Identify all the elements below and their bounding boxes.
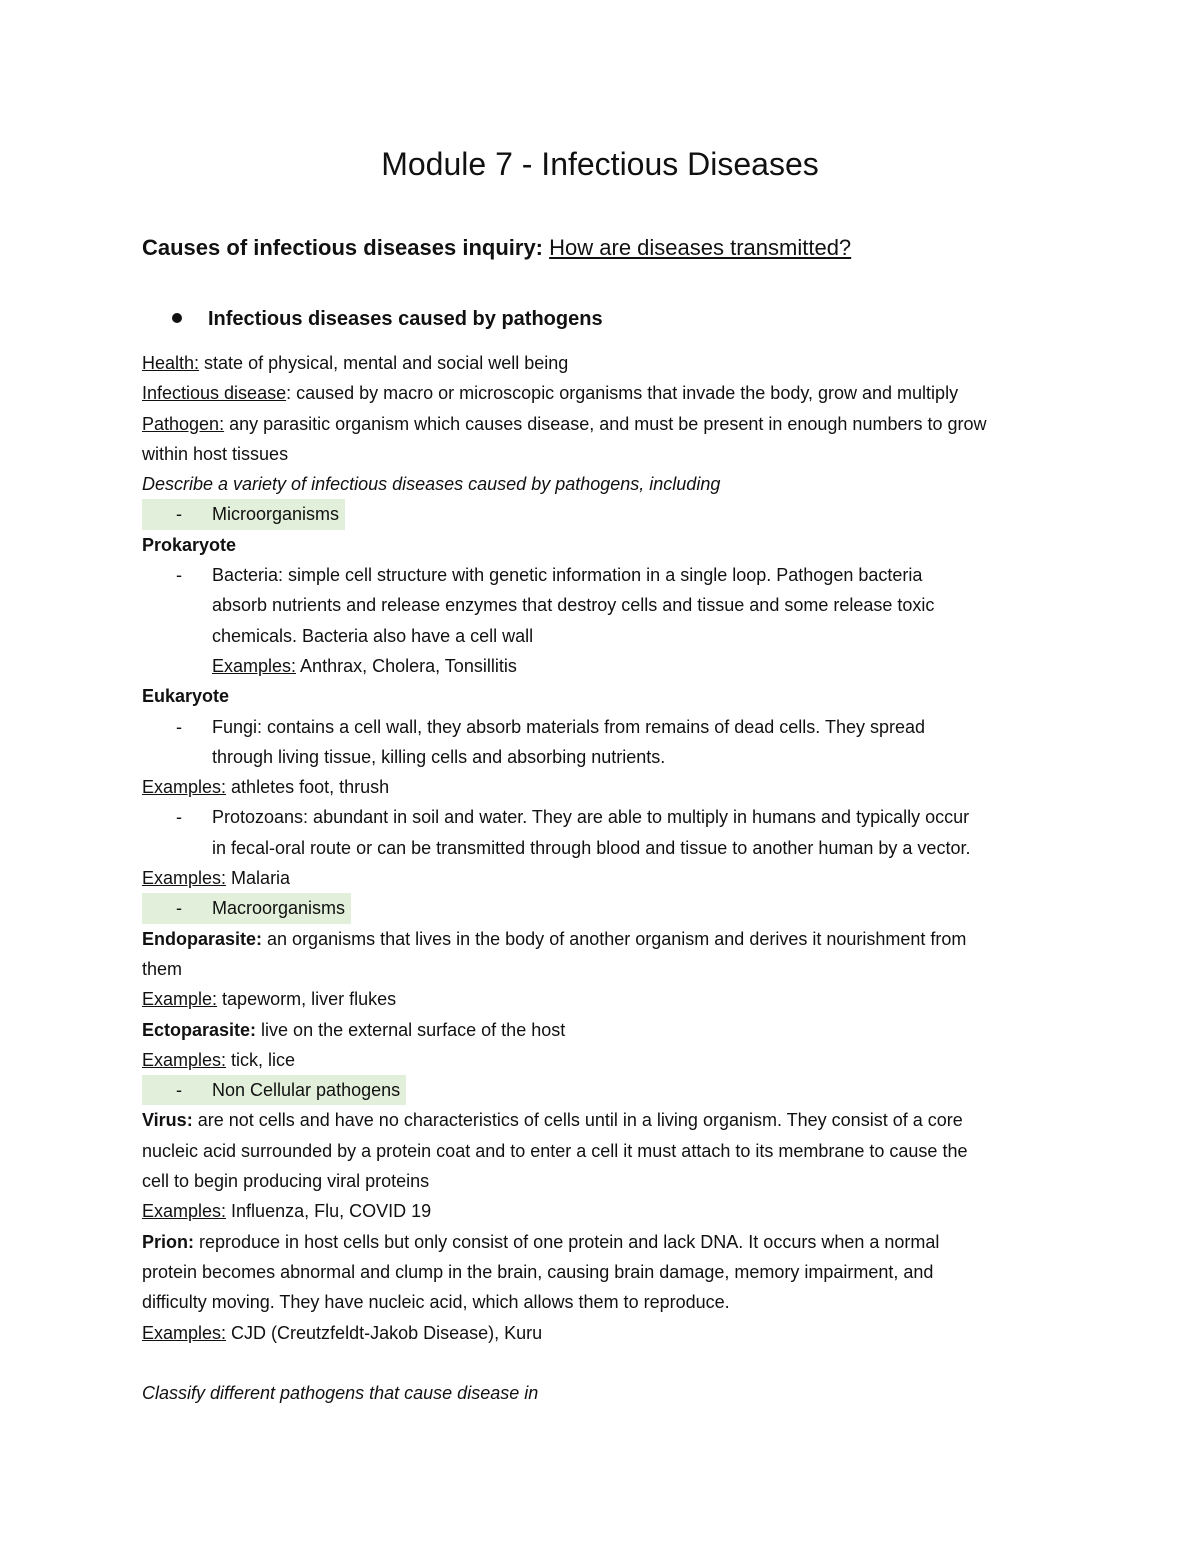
section-heading-text: Infectious diseases caused by pathogens	[208, 308, 603, 330]
section-heading	[172, 304, 1072, 334]
examples-label: Examples:	[142, 1322, 227, 1343]
prion-examples-text: CJD (Creutzfeldt-Jakob Disease), Kuru	[226, 1322, 543, 1343]
dash-marker: -	[176, 565, 182, 586]
bacteria-line-2: absorb nutrients and release enzymes that destroy cells and tissue and some release toxic	[212, 595, 935, 616]
term-prion: Prion:	[142, 1231, 194, 1252]
term-health: Health:	[142, 353, 200, 373]
inquiry-label: Causes of infectious diseases inquiry:	[142, 235, 544, 260]
definition-health	[142, 348, 1072, 378]
inquiry-question: How are diseases transmitted?	[549, 235, 852, 260]
endoparasite-line-2: them	[142, 958, 183, 979]
definition-pathogen	[142, 409, 1072, 439]
spacer	[142, 1348, 1072, 1378]
document-body	[142, 348, 1072, 1408]
examples-label: Example:	[142, 989, 218, 1010]
prion-line-3: difficulty moving. They have nucleic acid, which allows them to reproduce.	[142, 1292, 730, 1313]
fungi-line-1: Fungi: contains a cell wall, they absorb materials from remains of dead cells. They spread	[212, 716, 926, 737]
virus-examples-text: Influenza, Flu, COVID 19	[226, 1201, 432, 1222]
protozoa-examples-text: Malaria	[226, 868, 291, 889]
bacteria-examples-text: Anthrax, Cholera, Tonsillitis	[296, 655, 517, 676]
examples-label: Examples:	[142, 777, 227, 798]
dash-marker: -	[176, 807, 182, 828]
examples-label: Examples:	[212, 655, 297, 676]
term-pathogen: Pathogen:	[142, 413, 225, 434]
virus-line-1: are not cells and have no characteristics of cells until in a living organism. They consist of a core	[192, 1110, 963, 1131]
dash-marker: -	[176, 716, 182, 737]
protozoa-line-2: in fecal-oral route or can be transmitted through blood and tissue to another human by a vector.	[212, 837, 971, 858]
macroorganisms-label: Macroorganisms	[212, 898, 346, 919]
examples-label: Examples:	[142, 868, 227, 889]
term-infectious: Infectious disease	[142, 383, 287, 404]
prion-line-1: reproduce in host cells but only consist of one protein and lack DNA. It occurs when a normal	[194, 1231, 940, 1252]
eukaryote-heading	[142, 681, 1072, 711]
fungi-item	[142, 712, 1072, 742]
fungi-examples-text: athletes foot, thrush	[226, 777, 390, 798]
prion-def	[142, 1227, 1072, 1257]
non-cellular-heading	[142, 1075, 1072, 1105]
bacteria-examples	[142, 651, 1072, 681]
page-title: Module 7 - Infectious Diseases	[381, 146, 819, 182]
prokaryote-label: Prokaryote	[142, 534, 237, 555]
bacteria-line-3: chemicals. Bacteria also have a cell wall	[212, 625, 534, 646]
describe-prompt: Describe a variety of infectious diseases caused by pathogens, including	[142, 474, 721, 495]
protozoa-item	[142, 802, 1072, 832]
endoparasite-def	[142, 924, 1072, 954]
definition-pathogen-text: any parasitic organism which causes disease, and must be present in enough numbers to grow	[224, 413, 987, 434]
bullet-icon	[172, 313, 182, 323]
ectoparasite-examples-text: tick, lice	[226, 1049, 296, 1070]
microorganisms-label: Microorganisms	[212, 504, 340, 525]
definition-infectious-text: : caused by macro or microscopic organisms that invade the body, grow and multiply	[286, 383, 959, 404]
classify-prompt: Classify different pathogens that cause disease in	[142, 1382, 539, 1403]
ectoparasite-def	[142, 1015, 1072, 1045]
term-virus: Virus:	[142, 1110, 193, 1131]
dash-marker: -	[176, 504, 182, 525]
protozoa-line-1: Protozoans: abundant in soil and water. They are able to multiply in humans and typically occur	[212, 807, 970, 828]
endoparasite-examples-text: tapeworm, liver flukes	[217, 989, 397, 1010]
examples-label: Examples:	[142, 1201, 227, 1222]
definition-infectious	[142, 378, 1072, 408]
ectoparasite-text: live on the external surface of the host	[256, 1019, 566, 1040]
prion-line-2: protein becomes abnormal and clump in the brain, causing brain damage, memory impairment, and	[142, 1261, 934, 1282]
dash-marker: -	[176, 1080, 182, 1101]
bacteria-item	[142, 560, 1072, 590]
virus-line-3: cell to begin producing viral proteins	[142, 1171, 430, 1192]
endoparasite-line-1: an organisms that lives in the body of another organism and derives it nourishment from	[262, 928, 967, 949]
protozoa-examples	[142, 863, 1072, 893]
virus-def	[142, 1105, 1072, 1135]
virus-line-2: nucleic acid surrounded by a protein coat and to enter a cell it must attach to its membrane to cause the	[142, 1140, 968, 1161]
bacteria-line-1: Bacteria: simple cell structure with genetic information in a single loop. Pathogen bacteria	[212, 565, 923, 586]
fungi-examples	[142, 772, 1072, 802]
non-cellular-label: Non Cellular pathogens	[212, 1080, 401, 1101]
prion-examples	[142, 1318, 1072, 1348]
examples-label: Examples:	[142, 1049, 227, 1070]
endoparasite-examples	[142, 984, 1072, 1014]
eukaryote-label: Eukaryote	[142, 686, 230, 707]
fungi-line-2: through living tissue, killing cells and absorbing nutrients.	[212, 746, 666, 767]
definition-pathogen-cont: within host tissues	[142, 443, 289, 464]
definition-health-text: state of physical, mental and social well being	[199, 353, 569, 373]
dash-marker: -	[176, 898, 182, 919]
prokaryote-heading	[142, 530, 1072, 560]
term-ectoparasite: Ectoparasite:	[142, 1019, 257, 1040]
inquiry-line	[142, 232, 1142, 264]
virus-examples	[142, 1196, 1072, 1226]
microorganisms-heading	[142, 499, 1072, 529]
macroorganisms-heading	[142, 893, 1072, 923]
ectoparasite-examples	[142, 1045, 1072, 1075]
term-endoparasite: Endoparasite:	[142, 928, 263, 949]
